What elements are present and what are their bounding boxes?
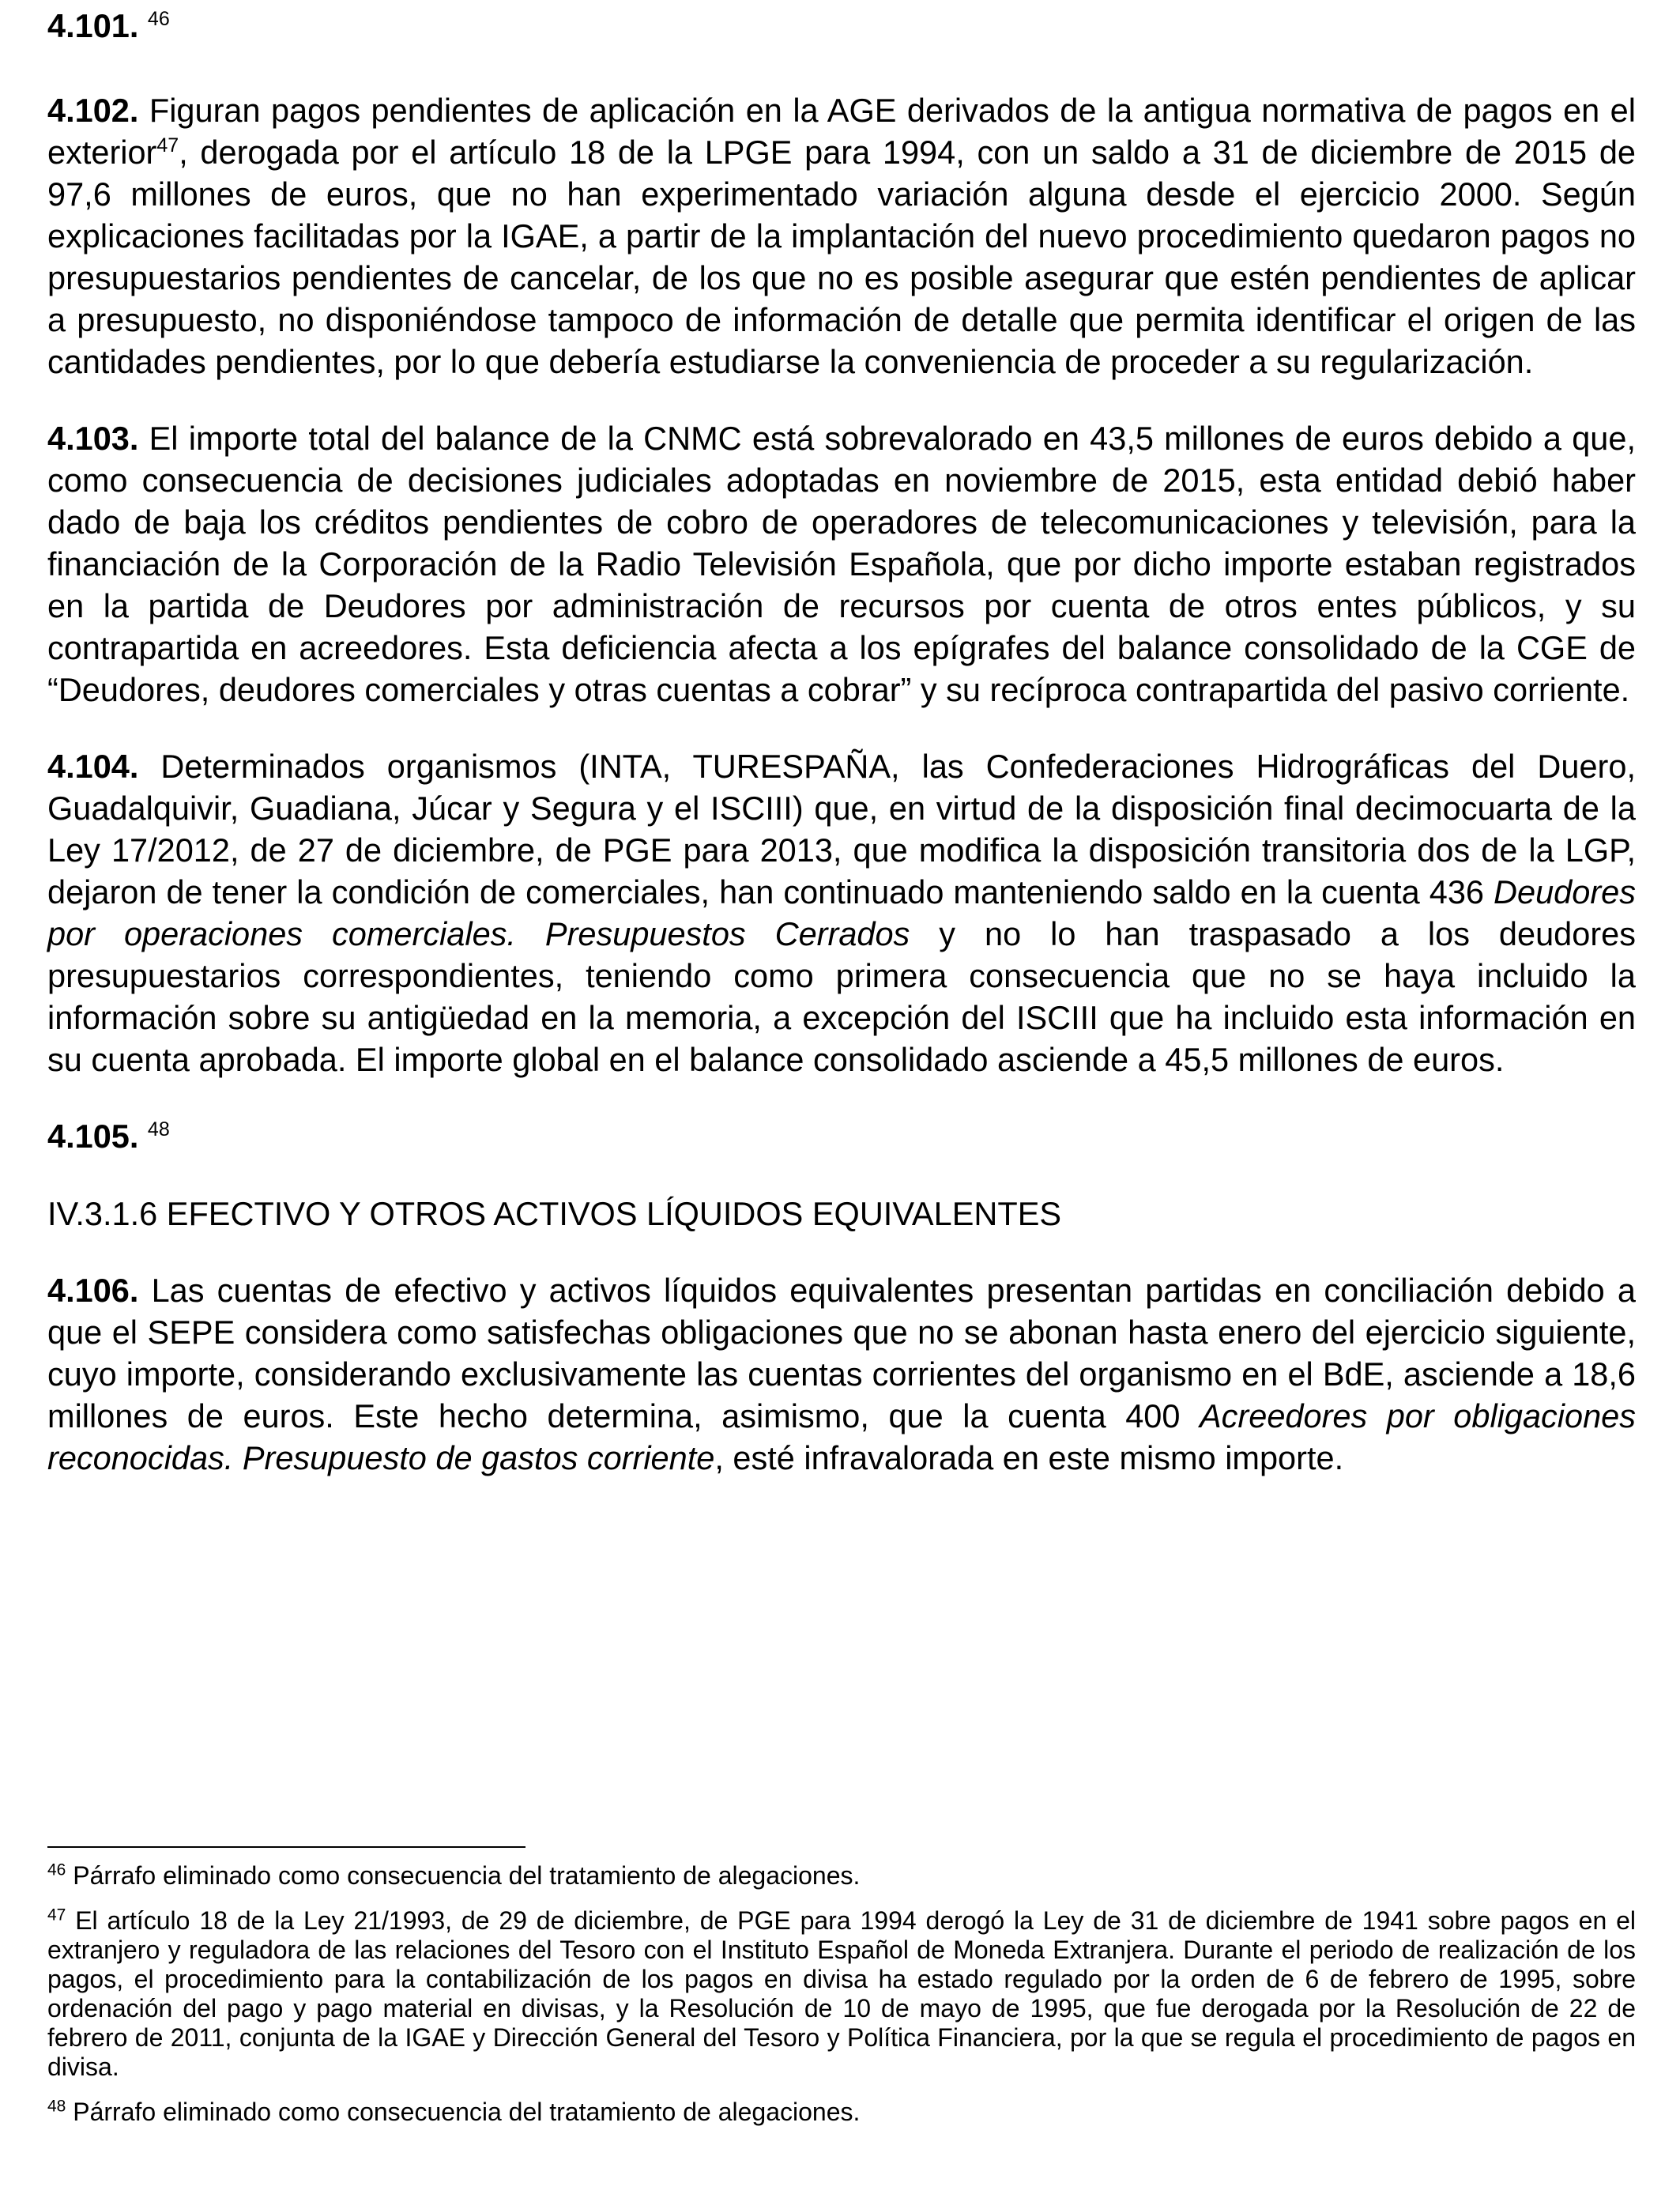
footnote-text: Párrafo eliminado como consecuencia del tratamiento de alegaciones. — [66, 1861, 861, 1890]
paragraph-4-104 — [47, 745, 1636, 1080]
footnote-number: 48 — [47, 2097, 66, 2116]
paragraph-text: y no lo han traspasado a los deudores presupuestarios correspondientes, teniendo como primera consecuencia que no se haya incluido la información sobre su antigüedad en la memoria, a excepción del ISCIII que ha incluido esta información en su cuenta aprobada. El importe global en el balance consolidado asciende a 45,5 millones de euros. — [47, 915, 1636, 1078]
footnote-text: El artículo 18 de la Ley 21/1993, de 29 de diciembre, de PGE para 1994 derogó la Ley de 31 de diciembre de 1941 sobre pagos en el extranjero y reguladora de las relaciones del Tesoro con el Instituto Español de Moneda Extranjera. Durante el periodo de realización de los pagos, el procedimiento para la contabilización de los pagos en divisa ha estado regulado por la orden de 6 de febrero de 1995, sobre ordenación del pago y pago material en divisas, y la Resolución de 10 de mayo de 1995, que fue derogada por la Resolución de 22 de febrero de 2011, conjunta de la IGAE y Dirección General del Tesoro y Política Financiera, por la que se regula el procedimiento de pagos en divisa. — [47, 1906, 1636, 2081]
section-heading: IV.3.1.6 EFECTIVO Y OTROS ACTIVOS LÍQUIDOS EQUIVALENTES — [47, 1195, 1062, 1232]
paragraph-4-101 — [47, 5, 1636, 47]
account-name: Acreedores por obligaciones reconocidas. Presupuesto de gastos corriente — [47, 1397, 1637, 1476]
footnote-48 — [47, 2098, 1636, 2127]
paragraph-text: El importe total del balance de la CNMC está sobrevalorado en 43,5 millones de euros debido a que, como consecuencia de decisiones judiciales adoptadas en noviembre de 2015, esta entidad debió haber dado de baja los créditos pendientes de cobro de operadores de telecomunicaciones y televisión, para la financiación de la Corporación de la Radio Televisión Española, que por dicho importe estaban registrados en la partida de Deudores por administración de recursos por cuenta de otros entes públicos, y su contrapartida en acreedores. Esta deficiencia afecta a los epígrafes del balance consolidado de la CGE de “Deudores, deudores comerciales y otras cuentas a cobrar” y su recíproca contrapartida del pasivo corriente. — [47, 420, 1636, 708]
paragraph-4-106 — [47, 1269, 1636, 1479]
paragraph-text: , esté infravalorada en este mismo importe. — [714, 1439, 1344, 1476]
footnote-number: 46 — [47, 1860, 66, 1879]
paragraph-number: 4.102. — [47, 92, 139, 129]
paragraph-text: , derogada por el artículo 18 de la LPGE para 1994, con un saldo a 31 de diciembre de 2015 de 97,6 millones de euros, que no han experimentado variación alguna desde el ejercicio 2000. Según explicaciones facilitadas por la IGAE, a partir de la implantación del nuevo procedimiento quedaron pagos no presupuestarios pendientes de cancelar, de los que no es posible asegurar que estén pendientes de aplicar a presupuesto, no disponiéndose tampoco de información de detalle que permita identificar el origen de las cantidades pendientes, por lo que debería estudiarse la conveniencia de proceder a su regularización. — [47, 134, 1636, 380]
footnote-ref: 46 — [147, 8, 170, 31]
paragraph-number: 4.103. — [47, 420, 139, 457]
paragraph-text: Determinados organismos (INTA, TURESPAÑA, las Confederaciones Hidrográficas del Duero, Guadalquivir, Guadiana, Júcar y Segura y el ISCIII) que, en virtud de la disposición final decimocuarta de la Ley 17/2012, de 27 de diciembre, de PGE para 2013, que modifica la disposición transitoria dos de la LGP, dejaron de tener la condición de comerciales, han continuado manteniendo saldo en la cuenta 436 — [47, 748, 1636, 910]
paragraph-number: 4.106. — [47, 1272, 139, 1309]
footnote-47 — [47, 1906, 1636, 2082]
account-name: Deudores por operaciones comerciales. Presupuestos Cerrados — [47, 873, 1636, 952]
footnote-text: Párrafo eliminado como consecuencia del tratamiento de alegaciones. — [66, 2098, 861, 2126]
paragraph-number: 4.105. — [47, 1118, 139, 1155]
paragraph-4-103 — [47, 417, 1636, 711]
footnote-46 — [47, 1861, 1636, 1891]
footnote-number: 47 — [47, 1906, 66, 1924]
paragraph-text: Figuran pagos pendientes de aplicación en la AGE derivados de la antigua normativa de pagos en el exterior — [47, 92, 1636, 171]
footnote-separator — [47, 1846, 525, 1848]
paragraph-4-102 — [47, 89, 1636, 383]
document-body — [47, 0, 1636, 1479]
paragraph-4-105 — [47, 1115, 1636, 1157]
footnotes — [47, 1861, 1636, 2127]
footnote-ref: 47 — [156, 134, 179, 157]
paragraph-number: 4.101. — [47, 7, 139, 44]
footnote-ref: 48 — [147, 1118, 170, 1141]
paragraph-text: Las cuentas de efectivo y activos líquidos equivalentes presentan partidas en conciliación debido a que el SEPE considera como satisfechas obligaciones que no se abonan hasta enero del ejercicio siguiente, cuyo importe, considerando exclusivamente las cuentas corrientes del organismo en el BdE, asciende a 18,6 millones de euros. Este hecho determina, asimismo, que la cuenta 400 — [47, 1272, 1636, 1434]
paragraph-number: 4.104. — [47, 748, 139, 785]
